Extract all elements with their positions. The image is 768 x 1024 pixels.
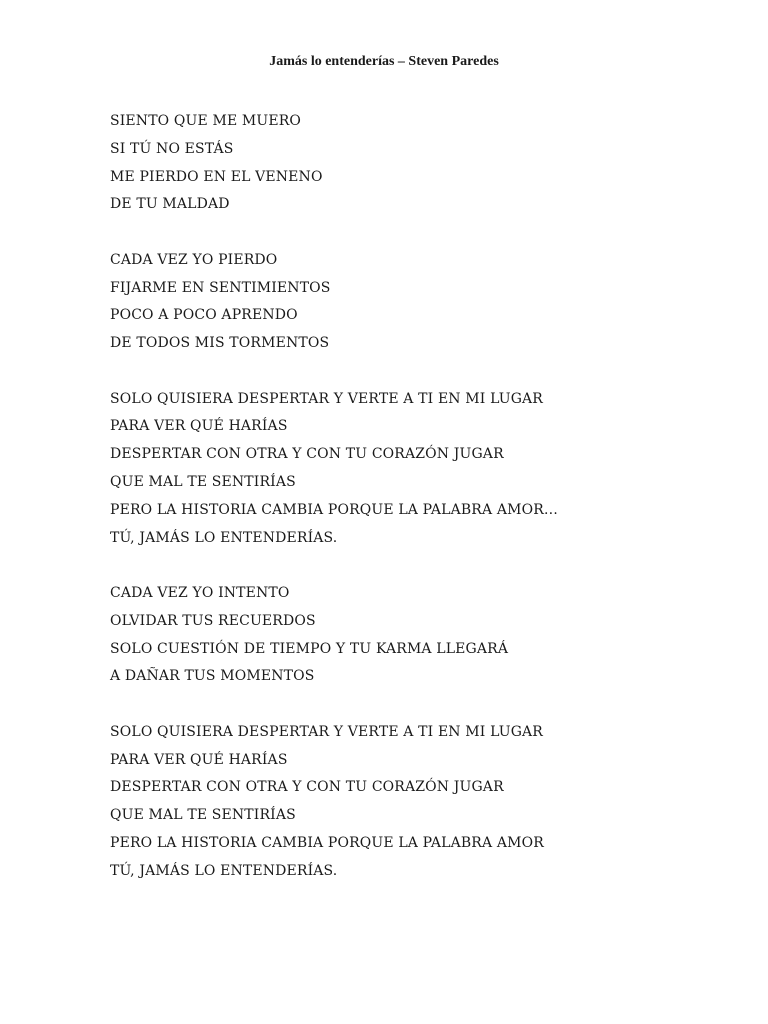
lyric-line: QUE MAL TE SENTIRÍAS bbox=[110, 807, 296, 824]
lyric-line: SI TÚ NO ESTÁS bbox=[110, 140, 234, 157]
stanza-1 bbox=[110, 108, 730, 219]
lyric-line: PARA VER QUÉ HARÍAS bbox=[110, 418, 288, 435]
lyric-line: CADA VEZ YO INTENTO bbox=[110, 584, 290, 601]
lyric-line: OLVIDAR TUS RECUERDOS bbox=[110, 612, 316, 629]
lyric-line: TÚ, JAMÁS LO ENTENDERÍAS. bbox=[110, 529, 338, 546]
lyric-line: DE TU MALDAD bbox=[110, 196, 230, 213]
lyric-line: CADA VEZ YO PIERDO bbox=[110, 251, 278, 268]
lyric-line: QUE MAL TE SENTIRÍAS bbox=[110, 473, 296, 490]
lyric-line: A DAÑAR TUS MOMENTOS bbox=[110, 668, 315, 685]
lyric-line: TÚ, JAMÁS LO ENTENDERÍAS. bbox=[110, 862, 338, 879]
lyric-line: SOLO QUISIERA DESPERTAR Y VERTE A TI EN MI LUGAR bbox=[110, 390, 543, 407]
lyric-line: PERO LA HISTORIA CAMBIA PORQUE LA PALABRA AMOR… bbox=[110, 501, 559, 518]
lyric-line: POCO A POCO APRENDO bbox=[110, 307, 298, 324]
lyric-line: SOLO CUESTIÓN DE TIEMPO Y TU KARMA LLEGARÁ bbox=[110, 640, 509, 657]
stanza-4 bbox=[110, 580, 730, 691]
stanza-5 bbox=[110, 719, 730, 886]
stanza-2 bbox=[110, 247, 730, 358]
lyric-line: DE TODOS MIS TORMENTOS bbox=[110, 335, 330, 352]
lyric-line: FIJARME EN SENTIMIENTOS bbox=[110, 279, 331, 296]
lyric-line: DESPERTAR CON OTRA Y CON TU CORAZÓN JUGAR bbox=[110, 779, 504, 796]
lyrics-body bbox=[110, 108, 730, 913]
lyric-line: SIENTO QUE ME MUERO bbox=[110, 113, 302, 129]
stanza-3 bbox=[110, 386, 730, 553]
lyric-line: ME PIERDO EN EL VENENO bbox=[110, 168, 323, 185]
lyric-line: PARA VER QUÉ HARÍAS bbox=[110, 751, 288, 768]
lyric-line: DESPERTAR CON OTRA Y CON TU CORAZÓN JUGAR bbox=[110, 446, 504, 463]
document-title: Jamás lo entenderías – Steven Paredes bbox=[269, 54, 499, 69]
lyric-line: PERO LA HISTORIA CAMBIA PORQUE LA PALABRA AMOR bbox=[110, 834, 544, 851]
lyric-line: SOLO QUISIERA DESPERTAR Y VERTE A TI EN MI LUGAR bbox=[110, 723, 543, 740]
